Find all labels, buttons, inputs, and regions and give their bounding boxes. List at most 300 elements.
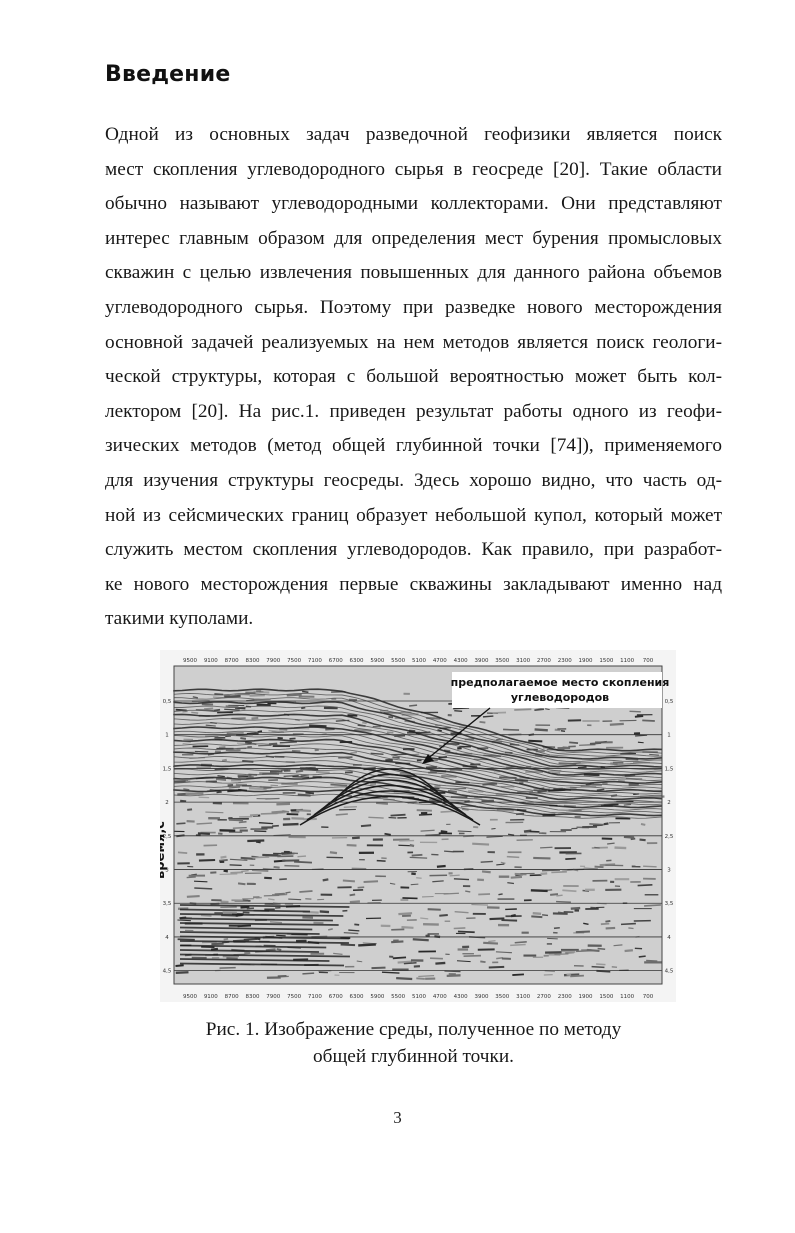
noise-stroke bbox=[418, 976, 434, 977]
noise-stroke bbox=[596, 964, 605, 965]
noise-stroke bbox=[238, 776, 248, 777]
noise-stroke bbox=[618, 780, 625, 781]
noise-stroke bbox=[597, 789, 604, 790]
x-tick-label: 9100 bbox=[203, 994, 218, 1000]
noise-stroke bbox=[247, 908, 254, 909]
noise-stroke bbox=[496, 958, 503, 959]
noise-stroke bbox=[305, 793, 313, 794]
noise-stroke bbox=[501, 920, 517, 921]
noise-stroke bbox=[541, 873, 548, 874]
section-heading: Введение bbox=[105, 62, 231, 87]
seismic-section-image bbox=[160, 650, 676, 1002]
noise-stroke bbox=[205, 812, 223, 813]
y-axis-label: время,с bbox=[160, 821, 168, 879]
noise-stroke bbox=[245, 742, 252, 743]
noise-stroke bbox=[444, 893, 459, 894]
y-tick-label: 4,5 bbox=[162, 968, 172, 975]
noise-stroke bbox=[478, 894, 490, 895]
seismic-figure bbox=[160, 650, 676, 1002]
noise-stroke bbox=[199, 860, 215, 861]
noise-stroke bbox=[287, 695, 302, 696]
noise-stroke bbox=[362, 722, 366, 723]
noise-stroke bbox=[391, 754, 406, 755]
noise-stroke bbox=[241, 858, 253, 859]
noise-stroke bbox=[296, 810, 311, 811]
noise-stroke bbox=[268, 731, 281, 732]
noise-stroke bbox=[239, 822, 247, 823]
noise-stroke bbox=[576, 931, 590, 932]
noise-stroke bbox=[412, 855, 423, 856]
noise-stroke bbox=[571, 908, 580, 909]
x-tick-label: 8700 bbox=[224, 994, 239, 1000]
noise-stroke bbox=[409, 705, 417, 706]
noise-stroke bbox=[223, 912, 237, 913]
noise-stroke bbox=[624, 804, 631, 805]
noise-stroke bbox=[458, 831, 472, 832]
noise-stroke bbox=[187, 877, 196, 878]
noise-stroke bbox=[350, 901, 360, 902]
noise-stroke bbox=[197, 823, 213, 824]
noise-stroke bbox=[216, 779, 226, 780]
page-number: 3 bbox=[393, 1108, 402, 1127]
caption-line-2: общей глубинной точки. bbox=[313, 1046, 514, 1067]
x-tick-label: 2700 bbox=[536, 994, 551, 1000]
paragraph-line: лектором [20]. На рис.1. приведен результат работы одного из геофи- bbox=[105, 400, 722, 422]
noise-stroke bbox=[587, 950, 600, 951]
annotation-text-1: предполагаемое место скопления bbox=[450, 676, 670, 689]
noise-stroke bbox=[565, 859, 575, 860]
noise-stroke bbox=[503, 729, 519, 730]
noise-stroke bbox=[450, 875, 460, 876]
x-tick-label: 6700 bbox=[328, 658, 343, 664]
noise-stroke bbox=[542, 915, 548, 916]
x-tick-label: 5100 bbox=[412, 658, 426, 664]
x-ticks-top bbox=[183, 658, 654, 664]
noise-stroke bbox=[512, 974, 524, 975]
noise-stroke bbox=[554, 928, 560, 929]
noise-stroke bbox=[465, 891, 470, 892]
noise-stroke bbox=[247, 733, 256, 734]
noise-stroke bbox=[556, 895, 562, 896]
noise-stroke bbox=[556, 902, 571, 903]
noise-stroke bbox=[272, 812, 284, 813]
x-tick-label: 8300 bbox=[245, 658, 260, 664]
noise-stroke bbox=[350, 894, 356, 895]
x-tick-label: 5500 bbox=[391, 994, 406, 1000]
noise-stroke bbox=[455, 912, 469, 913]
x-tick-label: 7500 bbox=[287, 658, 302, 664]
noise-stroke bbox=[482, 871, 491, 872]
y-tick-label: 3,5 bbox=[664, 901, 674, 908]
noise-stroke bbox=[180, 801, 186, 802]
noise-stroke bbox=[533, 913, 541, 914]
paragraph-line: служить местом скопления углеводородов. Как правило, при разработ- bbox=[105, 539, 722, 561]
y-tick-label: 3 bbox=[165, 867, 169, 874]
noise-stroke bbox=[193, 697, 198, 698]
y-tick-label: 3 bbox=[667, 867, 671, 874]
noise-stroke bbox=[638, 742, 644, 743]
noise-stroke bbox=[514, 709, 531, 710]
x-tick-label: 9500 bbox=[183, 994, 197, 1000]
noise-stroke bbox=[358, 887, 365, 888]
noise-stroke bbox=[448, 791, 457, 792]
paragraph-line: обычно называют углеводородными коллекторами. Они представляют bbox=[105, 193, 722, 215]
noise-stroke bbox=[540, 847, 552, 848]
noise-stroke bbox=[428, 909, 441, 910]
noise-stroke bbox=[183, 789, 189, 790]
noise-stroke bbox=[230, 872, 243, 873]
noise-stroke bbox=[176, 823, 185, 824]
y-tick-label: 1 bbox=[667, 732, 671, 739]
noise-stroke bbox=[238, 883, 245, 884]
noise-stroke bbox=[243, 900, 251, 901]
x-tick-label: 7100 bbox=[307, 994, 322, 1000]
noise-stroke bbox=[358, 944, 376, 945]
noise-stroke bbox=[584, 868, 598, 869]
noise-stroke bbox=[350, 752, 356, 753]
noise-stroke bbox=[592, 847, 608, 848]
x-tick-label: 3900 bbox=[474, 658, 489, 664]
noise-stroke bbox=[594, 847, 599, 848]
x-tick-label: 1100 bbox=[620, 658, 635, 664]
noise-stroke bbox=[219, 860, 228, 861]
paragraph-line: Одной из основных задач разведочной геофизики является поиск bbox=[105, 124, 722, 145]
noise-stroke bbox=[274, 867, 280, 868]
x-tick-label: 4700 bbox=[432, 994, 447, 1000]
noise-stroke bbox=[410, 845, 414, 846]
x-tick-label: 5100 bbox=[412, 994, 426, 1000]
noise-stroke bbox=[316, 772, 330, 773]
noise-stroke bbox=[454, 928, 466, 929]
noise-stroke bbox=[198, 833, 210, 834]
noise-stroke bbox=[458, 932, 475, 933]
noise-stroke bbox=[224, 939, 228, 940]
noise-stroke bbox=[191, 712, 198, 713]
x-tick-label: 5900 bbox=[370, 994, 385, 1000]
noise-stroke bbox=[298, 856, 306, 857]
noise-stroke bbox=[535, 729, 548, 730]
x-ticks-bottom bbox=[183, 994, 654, 1000]
noise-stroke bbox=[638, 885, 653, 886]
y-tick-label: 2,5 bbox=[664, 833, 674, 840]
noise-stroke bbox=[217, 776, 224, 777]
noise-stroke bbox=[515, 942, 527, 943]
noise-stroke bbox=[480, 961, 485, 962]
noise-stroke bbox=[240, 738, 246, 739]
y-tick-label: 4 bbox=[667, 934, 671, 941]
x-tick-label: 7100 bbox=[307, 658, 322, 664]
noise-stroke bbox=[441, 831, 447, 832]
noise-stroke bbox=[244, 939, 255, 940]
noise-stroke bbox=[483, 943, 498, 944]
noise-stroke bbox=[508, 834, 514, 835]
noise-stroke bbox=[224, 871, 228, 872]
y-tick-label: 3,5 bbox=[162, 901, 172, 908]
noise-stroke bbox=[280, 742, 297, 743]
noise-stroke bbox=[507, 883, 514, 884]
noise-stroke bbox=[376, 803, 388, 804]
noise-stroke bbox=[176, 972, 189, 973]
noise-stroke bbox=[610, 724, 624, 725]
noise-stroke bbox=[282, 811, 289, 812]
y-tick-label: 1,5 bbox=[162, 766, 172, 773]
paragraph-line: ческой структуры, которая с большой вероятностью может быть кол- bbox=[105, 366, 722, 388]
noise-stroke bbox=[210, 904, 219, 905]
noise-stroke bbox=[371, 753, 384, 754]
noise-stroke bbox=[489, 967, 504, 968]
x-tick-label: 8700 bbox=[224, 658, 239, 664]
noise-stroke bbox=[220, 968, 236, 969]
x-tick-label: 9500 bbox=[183, 658, 197, 664]
x-tick-label: 700 bbox=[642, 658, 654, 664]
x-tick-label: 5900 bbox=[370, 658, 385, 664]
noise-stroke bbox=[344, 933, 359, 934]
noise-stroke bbox=[480, 722, 486, 723]
x-tick-label: 1100 bbox=[620, 994, 635, 1000]
noise-stroke bbox=[320, 911, 329, 912]
noise-stroke bbox=[417, 810, 432, 811]
noise-stroke bbox=[598, 948, 606, 949]
noise-stroke bbox=[625, 950, 633, 951]
noise-stroke bbox=[368, 817, 383, 818]
x-tick-label: 7900 bbox=[266, 994, 281, 1000]
y-tick-label: 2 bbox=[667, 800, 671, 807]
noise-stroke bbox=[299, 891, 312, 892]
noise-stroke bbox=[254, 831, 266, 832]
noise-stroke bbox=[464, 956, 481, 957]
noise-stroke bbox=[328, 929, 333, 930]
y-tick-label: 2,5 bbox=[162, 833, 172, 840]
noise-stroke bbox=[252, 857, 269, 858]
noise-stroke bbox=[419, 814, 432, 815]
noise-stroke bbox=[194, 881, 207, 882]
noise-stroke bbox=[401, 927, 413, 928]
noise-stroke bbox=[187, 896, 200, 897]
y-tick-label: 4 bbox=[165, 934, 169, 941]
noise-stroke bbox=[258, 745, 271, 746]
noise-stroke bbox=[292, 777, 309, 778]
noise-stroke bbox=[641, 824, 645, 825]
noise-stroke bbox=[621, 924, 636, 925]
noise-stroke bbox=[583, 923, 588, 924]
noise-stroke bbox=[550, 894, 558, 895]
noise-stroke bbox=[270, 922, 282, 923]
noise-stroke bbox=[283, 824, 299, 825]
noise-stroke bbox=[567, 975, 572, 976]
noise-stroke bbox=[488, 941, 495, 942]
annotation-text-2: углеводородов bbox=[510, 691, 610, 704]
noise-stroke bbox=[606, 928, 616, 929]
x-tick-label: 4300 bbox=[453, 658, 468, 664]
noise-stroke bbox=[562, 890, 576, 891]
noise-stroke bbox=[259, 823, 273, 824]
noise-stroke bbox=[511, 915, 516, 916]
noise-stroke bbox=[562, 951, 576, 952]
noise-stroke bbox=[221, 857, 227, 858]
noise-stroke bbox=[330, 852, 337, 853]
noise-stroke bbox=[590, 743, 601, 744]
y-tick-label: 1 bbox=[165, 732, 169, 739]
paragraph-line: для изучения структуры геосреды. Здесь хорошо видно, что часть од- bbox=[105, 469, 722, 491]
noise-stroke bbox=[624, 837, 634, 838]
noise-stroke bbox=[177, 920, 190, 921]
paragraph-line: основной задачей реализуемых на нем методов является поиск геологи- bbox=[105, 331, 722, 353]
noise-stroke bbox=[222, 760, 227, 761]
noise-stroke bbox=[187, 809, 192, 810]
noise-stroke bbox=[252, 870, 268, 871]
noise-stroke bbox=[547, 938, 558, 939]
paragraph-line: углеводородного сырья. Поэтому при разведке нового месторождения bbox=[105, 296, 722, 318]
noise-stroke bbox=[639, 956, 646, 957]
noise-stroke bbox=[336, 814, 348, 815]
paragraph-line: интерес главным образом для определения мест бурения промысловых bbox=[105, 227, 722, 249]
noise-stroke bbox=[182, 711, 187, 712]
noise-stroke bbox=[404, 963, 417, 964]
noise-stroke bbox=[382, 972, 399, 973]
noise-stroke bbox=[306, 767, 316, 768]
noise-stroke bbox=[425, 835, 440, 836]
noise-stroke bbox=[266, 949, 276, 950]
noise-stroke bbox=[426, 935, 430, 936]
x-tick-label: 6300 bbox=[349, 994, 364, 1000]
noise-stroke bbox=[276, 935, 285, 936]
x-tick-label: 9100 bbox=[203, 658, 218, 664]
noise-stroke bbox=[447, 975, 461, 976]
noise-stroke bbox=[302, 691, 308, 692]
caption-line-1: Рис. 1. Изображение среды, полученное по методу bbox=[205, 1019, 622, 1040]
noise-stroke bbox=[392, 757, 399, 758]
noise-stroke bbox=[323, 879, 329, 880]
x-tick-label: 3500 bbox=[495, 994, 510, 1000]
noise-stroke bbox=[511, 877, 522, 878]
noise-stroke bbox=[507, 857, 519, 858]
noise-stroke bbox=[498, 894, 502, 895]
noise-stroke bbox=[640, 840, 646, 841]
x-tick-label: 2300 bbox=[557, 994, 572, 1000]
noise-stroke bbox=[244, 953, 250, 954]
noise-stroke bbox=[402, 898, 417, 899]
noise-stroke bbox=[635, 735, 647, 736]
noise-stroke bbox=[241, 871, 248, 872]
noise-stroke bbox=[268, 899, 274, 900]
noise-stroke bbox=[531, 916, 542, 917]
noise-stroke bbox=[420, 918, 428, 919]
paragraph-line: зических методов (метод общей глубинной точки [74]), применяемого bbox=[105, 435, 722, 457]
noise-stroke bbox=[481, 861, 493, 862]
noise-stroke bbox=[454, 711, 462, 712]
y-tick-label: 1,5 bbox=[664, 766, 674, 773]
noise-stroke bbox=[330, 785, 347, 786]
noise-stroke bbox=[437, 866, 446, 867]
noise-stroke bbox=[288, 899, 301, 900]
x-tick-label: 4700 bbox=[432, 658, 447, 664]
noise-stroke bbox=[302, 973, 314, 974]
noise-stroke bbox=[292, 751, 300, 752]
noise-stroke bbox=[296, 771, 303, 772]
noise-stroke bbox=[483, 716, 493, 717]
noise-stroke bbox=[398, 962, 412, 963]
noise-stroke bbox=[285, 892, 290, 893]
noise-stroke bbox=[426, 767, 437, 768]
noise-stroke bbox=[542, 870, 560, 871]
noise-stroke bbox=[348, 930, 359, 931]
noise-stroke bbox=[643, 866, 656, 867]
noise-stroke bbox=[439, 915, 447, 916]
noise-stroke bbox=[224, 696, 240, 697]
noise-stroke bbox=[561, 731, 565, 732]
noise-stroke bbox=[646, 960, 657, 961]
noise-stroke bbox=[579, 745, 595, 746]
x-tick-label: 3100 bbox=[516, 994, 531, 1000]
noise-stroke bbox=[614, 945, 623, 946]
noise-stroke bbox=[510, 944, 526, 945]
noise-stroke bbox=[361, 825, 371, 826]
noise-stroke bbox=[410, 857, 427, 858]
noise-stroke bbox=[569, 742, 578, 743]
noise-stroke bbox=[642, 720, 655, 721]
noise-stroke bbox=[341, 945, 355, 946]
noise-stroke bbox=[385, 834, 391, 835]
noise-stroke bbox=[204, 708, 213, 709]
noise-stroke bbox=[233, 828, 247, 829]
x-tick-label: 2700 bbox=[536, 658, 551, 664]
noise-stroke bbox=[284, 776, 299, 777]
noise-stroke bbox=[255, 938, 261, 939]
noise-stroke bbox=[604, 823, 609, 824]
noise-stroke bbox=[277, 949, 282, 950]
x-tick-label: 8300 bbox=[245, 994, 260, 1000]
y-tick-label: 2 bbox=[165, 800, 169, 807]
noise-stroke bbox=[194, 888, 212, 889]
noise-stroke bbox=[343, 881, 355, 882]
noise-stroke bbox=[226, 706, 239, 707]
noise-stroke bbox=[398, 913, 412, 914]
noise-stroke bbox=[294, 862, 312, 863]
noise-stroke bbox=[490, 918, 505, 919]
noise-stroke bbox=[393, 957, 406, 958]
y-tick-label: 0,5 bbox=[162, 699, 172, 705]
noise-stroke bbox=[178, 939, 195, 940]
noise-stroke bbox=[551, 872, 567, 873]
x-tick-label: 5500 bbox=[391, 658, 406, 664]
noise-stroke bbox=[201, 915, 212, 916]
noise-stroke bbox=[416, 978, 425, 979]
x-tick-label: 1500 bbox=[599, 994, 614, 1000]
noise-stroke bbox=[601, 924, 609, 925]
noise-stroke bbox=[570, 976, 584, 977]
noise-stroke bbox=[589, 824, 604, 825]
noise-stroke bbox=[605, 921, 610, 922]
noise-stroke bbox=[217, 792, 222, 793]
x-tick-label: 3900 bbox=[474, 994, 489, 1000]
paragraph-line: такими куполами. bbox=[105, 608, 254, 630]
noise-stroke bbox=[364, 881, 378, 882]
figure-caption bbox=[105, 1016, 722, 1070]
x-tick-label: 2300 bbox=[557, 658, 572, 664]
paragraph-line: скважин с целью извлечения повышенных для данного района объемов bbox=[105, 262, 722, 284]
x-tick-label: 7900 bbox=[266, 658, 281, 664]
x-tick-label: 1900 bbox=[578, 994, 593, 1000]
noise-stroke bbox=[531, 890, 548, 891]
noise-stroke bbox=[344, 807, 357, 808]
x-tick-label: 700 bbox=[642, 994, 654, 1000]
paragraph-line: мест скопления углеводородного сырья в геосреде [20]. Такие области bbox=[105, 158, 722, 180]
noise-stroke bbox=[251, 718, 258, 719]
noise-stroke bbox=[229, 820, 243, 821]
noise-stroke bbox=[214, 694, 223, 695]
x-tick-label: 3100 bbox=[516, 658, 531, 664]
noise-stroke bbox=[471, 905, 488, 906]
